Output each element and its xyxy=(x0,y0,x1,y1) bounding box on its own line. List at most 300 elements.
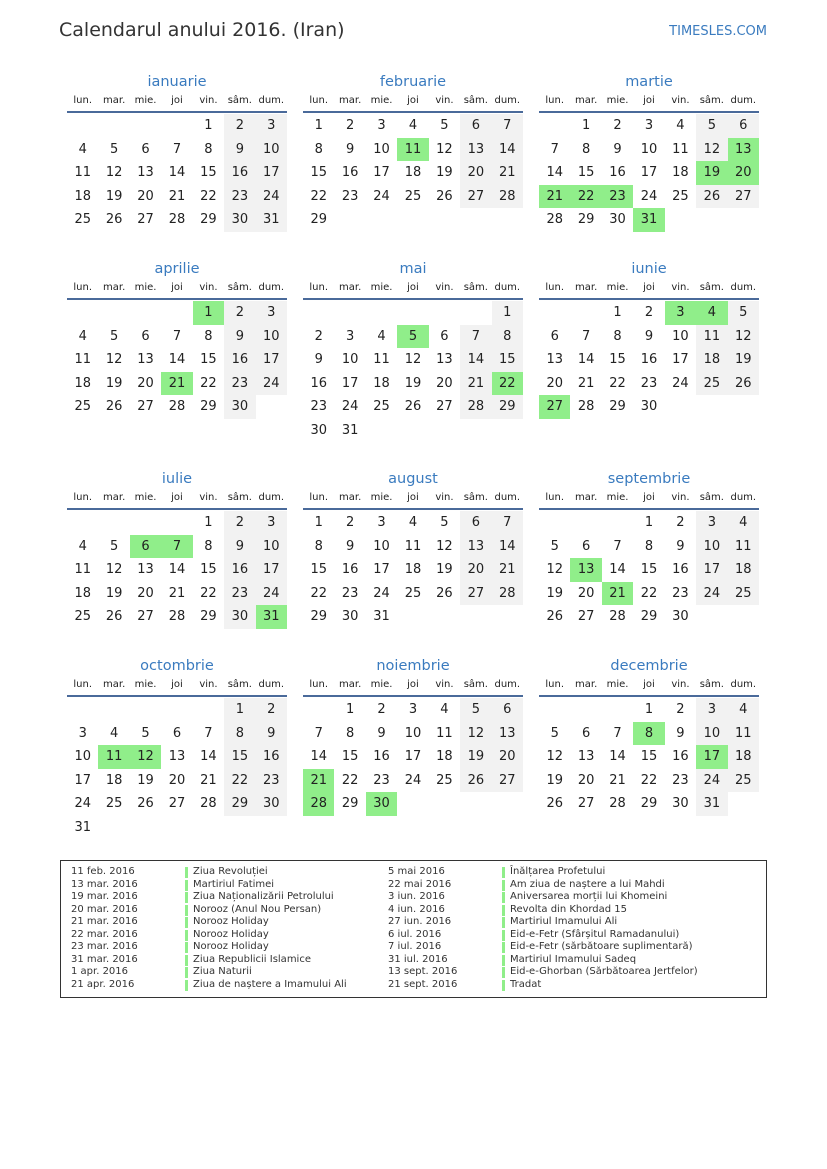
holiday-marker xyxy=(185,967,188,978)
day: 20 xyxy=(168,772,186,788)
day: 23 xyxy=(672,585,689,601)
day: 25 xyxy=(728,582,759,606)
weekday-header xyxy=(67,677,287,697)
day: 11 xyxy=(672,141,689,157)
day: 4 xyxy=(728,511,759,535)
holiday-day: 3 xyxy=(665,301,696,325)
day: 17 xyxy=(404,749,422,764)
day: 18 xyxy=(696,348,727,372)
day: 21 xyxy=(492,558,523,582)
month-name: mai xyxy=(399,261,427,277)
weekday-label: mar. xyxy=(103,95,126,106)
day: 22 xyxy=(640,585,658,601)
day: 13 xyxy=(460,535,491,559)
day: 18 xyxy=(74,585,91,601)
day: 13 xyxy=(137,562,154,577)
day: 10 xyxy=(672,328,689,344)
day: 9 xyxy=(345,538,355,554)
day: 30 xyxy=(609,212,626,227)
holiday-name: Am ziua de naștere a lui Mahdi xyxy=(510,878,665,890)
day: 26 xyxy=(728,372,759,396)
holiday-marker xyxy=(185,905,188,916)
day: 15 xyxy=(577,165,595,180)
empty-cell xyxy=(161,698,192,722)
empty-cell xyxy=(161,511,192,535)
day: 30 xyxy=(224,605,255,629)
day: 2 xyxy=(224,511,255,535)
day: 31 xyxy=(74,819,91,835)
brand-link[interactable]: TIMESLES.COM xyxy=(669,24,767,39)
day: 15 xyxy=(200,352,217,367)
day: 8 xyxy=(224,722,255,746)
day: 13 xyxy=(546,352,563,367)
empty-cell xyxy=(334,301,365,325)
day: 7 xyxy=(581,328,591,344)
day: 29 xyxy=(640,609,658,624)
weekday-label: vin. xyxy=(435,282,454,293)
month-septembrie xyxy=(539,468,759,629)
day: 6 xyxy=(141,141,150,157)
day: 10 xyxy=(640,141,658,157)
day: 12 xyxy=(404,352,422,367)
day: 4 xyxy=(408,118,418,133)
holiday-name: Eid-e-Ghorban (Sărbătoarea Jertfelor) xyxy=(510,966,698,977)
weekday-label: sâm. xyxy=(463,282,488,293)
day: 26 xyxy=(696,185,727,209)
day: 22 xyxy=(200,585,217,601)
weekday-label: joi xyxy=(407,95,419,106)
day: 9 xyxy=(224,138,255,162)
day: 8 xyxy=(314,141,323,157)
day: 18 xyxy=(74,375,91,391)
weekday-label: sâm. xyxy=(227,95,252,106)
day: 9 xyxy=(314,352,323,367)
day: 8 xyxy=(644,538,654,554)
day: 24 xyxy=(341,399,359,414)
holiday-day: 21 xyxy=(539,185,570,209)
day: 26 xyxy=(105,399,123,414)
holiday-day: 13 xyxy=(728,138,759,162)
empty-cell xyxy=(193,698,224,722)
month-name: august xyxy=(388,471,438,487)
day: 2 xyxy=(613,118,622,133)
day: 6 xyxy=(460,511,491,535)
weekday-label: mar. xyxy=(339,95,362,106)
day: 19 xyxy=(105,188,123,204)
day: 29 xyxy=(310,212,327,227)
weekday-label: dum. xyxy=(730,95,757,106)
month-name: martie xyxy=(625,74,673,90)
holiday-date: 27 iun. 2016 xyxy=(388,916,452,927)
weekday-label: vin. xyxy=(199,282,218,293)
day: 23 xyxy=(224,582,255,606)
empty-cell xyxy=(67,511,98,535)
day: 16 xyxy=(672,562,689,577)
weekday-label: mie. xyxy=(606,679,629,690)
weekday-label: lun. xyxy=(545,282,565,293)
day: 31 xyxy=(373,609,390,624)
day: 28 xyxy=(200,796,217,811)
holiday-date: 22 mar. 2016 xyxy=(71,928,138,940)
day: 1 xyxy=(581,118,591,133)
day: 25 xyxy=(404,188,422,204)
day: 19 xyxy=(137,772,154,788)
day: 30 xyxy=(256,792,287,816)
weekday-label: joi xyxy=(171,282,183,293)
day: 5 xyxy=(440,118,449,133)
day: 24 xyxy=(696,582,727,606)
weekday-label: lun. xyxy=(73,679,93,690)
day: 25 xyxy=(672,188,689,204)
weekday-label: joi xyxy=(643,282,655,293)
day: 17 xyxy=(256,161,287,185)
day: 3 xyxy=(644,118,654,133)
weekday-label: dum. xyxy=(258,679,285,690)
day: 9 xyxy=(644,328,654,344)
day: 29 xyxy=(200,399,217,414)
month-name: septembrie xyxy=(607,471,691,487)
holiday-name: Eid-e-Fetr (sărbătoare suplimentară) xyxy=(510,941,693,952)
day: 10 xyxy=(373,538,390,554)
weekday-label: mar. xyxy=(339,282,362,293)
day: 27 xyxy=(168,796,186,811)
day: 16 xyxy=(224,161,255,185)
day: 25 xyxy=(74,399,91,414)
day: 11 xyxy=(74,165,91,180)
month-name: aprilie xyxy=(154,261,200,277)
day: 8 xyxy=(492,325,523,349)
day: 25 xyxy=(404,585,422,601)
day: 8 xyxy=(204,328,213,344)
day: 18 xyxy=(436,749,453,764)
day: 26 xyxy=(137,796,154,811)
day: 11 xyxy=(728,722,759,746)
empty-cell xyxy=(130,301,161,325)
holiday-day: 28 xyxy=(303,792,334,816)
day: 8 xyxy=(314,538,323,554)
day: 14 xyxy=(492,138,523,162)
day: 12 xyxy=(105,562,123,577)
day-grid xyxy=(67,114,287,232)
day: 23 xyxy=(310,399,327,414)
day: 5 xyxy=(109,328,119,344)
day: 27 xyxy=(577,796,595,811)
day: 15 xyxy=(640,562,658,577)
holiday-day: 21 xyxy=(161,372,192,396)
weekday-label: vin. xyxy=(671,95,690,106)
day: 23 xyxy=(341,188,359,204)
day: 10 xyxy=(256,138,287,162)
holiday-day: 4 xyxy=(696,301,727,325)
weekday-label: mar. xyxy=(575,492,598,503)
day: 5 xyxy=(109,538,119,554)
day: 5 xyxy=(440,515,449,530)
day: 20 xyxy=(137,585,154,601)
day: 26 xyxy=(460,769,491,793)
day: 24 xyxy=(373,188,390,204)
weekday-label: dum. xyxy=(730,679,757,690)
holiday-date: 11 feb. 2016 xyxy=(71,866,135,877)
day: 26 xyxy=(404,399,422,414)
day: 12 xyxy=(728,325,759,349)
day: 15 xyxy=(341,749,359,764)
holiday-marker xyxy=(502,930,505,941)
day: 7 xyxy=(314,725,323,741)
day: 16 xyxy=(672,749,689,764)
holiday-name: Aniversarea morții lui Khomeini xyxy=(510,891,668,902)
holiday-date: 22 mai 2016 xyxy=(388,878,452,890)
empty-cell xyxy=(602,698,633,722)
day: 19 xyxy=(546,772,563,788)
empty-cell xyxy=(570,698,601,722)
weekday-label: sâm. xyxy=(699,679,724,690)
day: 19 xyxy=(546,585,563,601)
month-octombrie xyxy=(67,655,287,839)
day: 2 xyxy=(256,698,287,722)
day: 18 xyxy=(404,562,422,577)
weekday-header xyxy=(67,280,287,300)
day: 14 xyxy=(168,352,186,367)
day: 20 xyxy=(436,375,453,391)
day: 13 xyxy=(492,722,523,746)
day: 10 xyxy=(256,535,287,559)
empty-cell xyxy=(67,114,98,138)
holiday-marker xyxy=(502,980,505,991)
day: 24 xyxy=(373,585,390,601)
holiday-day: 21 xyxy=(602,582,633,606)
empty-cell xyxy=(67,301,98,325)
day: 24 xyxy=(256,185,287,209)
day: 28 xyxy=(609,609,626,624)
weekday-label: joi xyxy=(407,492,419,503)
day: 17 xyxy=(373,562,390,577)
month-aprilie xyxy=(67,258,287,419)
day: 10 xyxy=(696,535,727,559)
holiday-day: 20 xyxy=(728,161,759,185)
weekday-header xyxy=(539,490,759,510)
day: 10 xyxy=(341,352,359,367)
day: 27 xyxy=(436,399,453,414)
day: 19 xyxy=(105,585,123,601)
weekday-label: vin. xyxy=(671,679,690,690)
day: 6 xyxy=(172,725,182,741)
empty-cell xyxy=(397,301,428,325)
weekday-label: sâm. xyxy=(699,95,724,106)
day: 17 xyxy=(640,165,658,180)
holiday-name: Martiriul Fatimei xyxy=(193,878,275,890)
day: 14 xyxy=(577,352,595,367)
day: 11 xyxy=(728,535,759,559)
holiday-date: 23 mar. 2016 xyxy=(71,941,138,952)
holiday-day: 12 xyxy=(130,745,161,769)
holiday-name: Eid-e-Fetr (Sfârșitul Ramadanului) xyxy=(510,928,680,940)
day: 20 xyxy=(460,558,491,582)
holiday-day: 11 xyxy=(397,138,428,162)
weekday-label: dum. xyxy=(730,282,757,293)
month-iulie xyxy=(67,468,287,629)
day: 1 xyxy=(224,698,255,722)
day: 25 xyxy=(728,769,759,793)
holiday-date: 31 iul. 2016 xyxy=(388,953,448,965)
day: 23 xyxy=(341,585,359,601)
month-name: decembrie xyxy=(610,658,688,674)
holiday-date: 1 apr. 2016 xyxy=(71,966,129,977)
day: 24 xyxy=(256,582,287,606)
holiday-day: 31 xyxy=(633,208,664,232)
holiday-date: 7 iul. 2016 xyxy=(388,941,442,952)
month-martie xyxy=(539,71,759,232)
day: 30 xyxy=(224,208,255,232)
day-grid xyxy=(67,301,287,419)
day: 8 xyxy=(581,141,591,157)
day: 14 xyxy=(168,165,186,180)
day: 11 xyxy=(74,562,91,577)
day: 23 xyxy=(224,372,255,396)
weekday-label: lun. xyxy=(73,282,93,293)
holiday-day: 22 xyxy=(492,372,523,396)
day: 29 xyxy=(492,395,523,419)
weekday-label: vin. xyxy=(435,492,454,503)
holiday-day: 30 xyxy=(366,792,397,816)
holiday-date: 19 mar. 2016 xyxy=(71,891,138,902)
day: 18 xyxy=(672,165,689,180)
day: 14 xyxy=(310,749,327,764)
holiday-date: 21 mar. 2016 xyxy=(71,916,138,927)
empty-cell xyxy=(429,301,460,325)
day: 19 xyxy=(436,165,453,180)
day: 16 xyxy=(640,352,658,367)
day-grid xyxy=(303,698,523,816)
holiday-day: 8 xyxy=(633,722,664,746)
day: 7 xyxy=(204,725,213,741)
day: 22 xyxy=(224,769,255,793)
day: 27 xyxy=(137,212,154,227)
day: 23 xyxy=(672,772,689,788)
weekday-label: dum. xyxy=(494,95,521,106)
empty-cell xyxy=(98,511,129,535)
weekday-label: joi xyxy=(171,95,183,106)
day: 18 xyxy=(74,188,91,204)
weekday-label: vin. xyxy=(435,679,454,690)
day: 4 xyxy=(408,515,418,530)
weekday-label: mar. xyxy=(339,492,362,503)
weekday-label: sâm. xyxy=(227,679,252,690)
day: 9 xyxy=(613,141,622,157)
day: 2 xyxy=(676,702,685,717)
weekday-header xyxy=(67,93,287,113)
day: 10 xyxy=(373,141,390,157)
day: 27 xyxy=(460,185,491,209)
empty-cell xyxy=(539,511,570,535)
day: 27 xyxy=(577,609,595,624)
holiday-day: 13 xyxy=(570,558,601,582)
holiday-day: 19 xyxy=(696,161,727,185)
empty-cell xyxy=(366,301,397,325)
weekday-label: vin. xyxy=(199,492,218,503)
holiday-day: 27 xyxy=(539,395,570,419)
day: 17 xyxy=(672,352,689,367)
weekday-header xyxy=(539,280,759,300)
day: 6 xyxy=(581,725,591,741)
empty-cell xyxy=(539,698,570,722)
day: 31 xyxy=(256,208,287,232)
weekday-label: lun. xyxy=(309,679,329,690)
day: 28 xyxy=(492,185,523,209)
empty-cell xyxy=(130,114,161,138)
day: 6 xyxy=(460,114,491,138)
day: 29 xyxy=(200,212,217,227)
day: 5 xyxy=(109,141,119,157)
day: 2 xyxy=(224,114,255,138)
day: 24 xyxy=(74,796,91,811)
weekday-label: mie. xyxy=(606,492,629,503)
weekday-label: lun. xyxy=(73,95,93,106)
weekday-label: joi xyxy=(643,679,655,690)
day: 1 xyxy=(204,118,213,133)
holiday-date: 21 apr. 2016 xyxy=(71,978,135,990)
day: 22 xyxy=(200,375,217,391)
day: 13 xyxy=(137,352,154,367)
day: 28 xyxy=(168,212,186,227)
day: 26 xyxy=(105,609,123,624)
day: 29 xyxy=(609,399,626,414)
weekday-label: lun. xyxy=(545,492,565,503)
weekday-label: mie. xyxy=(370,679,393,690)
day: 13 xyxy=(577,749,595,764)
day: 25 xyxy=(696,372,727,396)
day: 3 xyxy=(408,702,418,717)
day: 5 xyxy=(550,725,559,741)
empty-cell xyxy=(539,114,570,138)
weekday-label: mie. xyxy=(370,95,393,106)
day: 17 xyxy=(256,558,287,582)
weekday-label: mie. xyxy=(134,679,157,690)
weekday-label: dum. xyxy=(730,492,757,503)
day: 2 xyxy=(644,305,654,320)
month-noiembrie xyxy=(303,655,523,816)
day: 7 xyxy=(613,725,622,741)
weekday-label: sâm. xyxy=(699,492,724,503)
day: 28 xyxy=(168,399,186,414)
day: 9 xyxy=(224,325,255,349)
day: 10 xyxy=(696,722,727,746)
weekday-label: sâm. xyxy=(463,679,488,690)
day: 11 xyxy=(436,725,453,741)
day: 26 xyxy=(105,212,123,227)
holiday-marker xyxy=(502,880,505,891)
holiday-name: Martiriul Imamului Sadeq xyxy=(510,953,637,965)
day: 3 xyxy=(345,328,355,344)
day: 7 xyxy=(460,325,491,349)
holiday-marker xyxy=(502,867,505,878)
empty-cell xyxy=(303,698,334,722)
day: 11 xyxy=(696,325,727,349)
weekday-label: joi xyxy=(643,95,655,106)
day: 2 xyxy=(345,118,355,133)
day-grid xyxy=(539,698,759,816)
day: 2 xyxy=(314,328,323,344)
day: 30 xyxy=(310,422,327,438)
weekday-label: sâm. xyxy=(463,95,488,106)
day: 26 xyxy=(546,796,563,811)
day: 27 xyxy=(728,185,759,209)
holiday-marker xyxy=(185,942,188,953)
day: 9 xyxy=(224,535,255,559)
month-ianuarie xyxy=(67,71,287,232)
day: 24 xyxy=(696,769,727,793)
day: 30 xyxy=(672,609,689,624)
day: 1 xyxy=(204,515,213,530)
